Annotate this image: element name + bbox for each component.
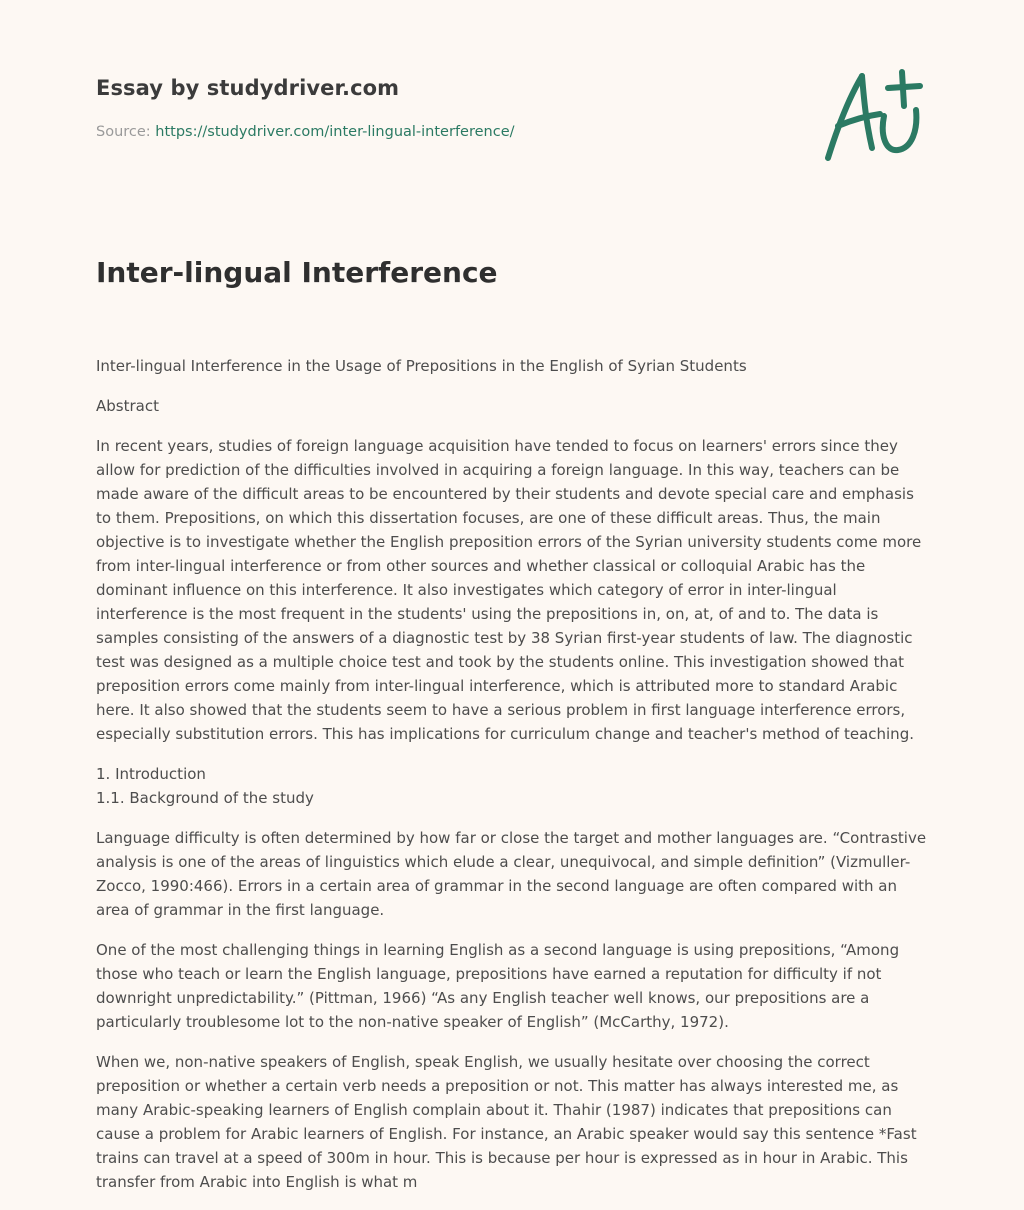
introduction-headings (96, 762, 932, 810)
source-link[interactable]: https://studydriver.com/inter-lingual-interference/ (155, 124, 515, 140)
body-paragraph: One of the most challenging things in learning English as a second language is using prepositions, “Among those who teach or learn the English language, prepositions have earned a reputation for difficulty if not downright unpredictability.” (Pittman, 1966) “As any English teacher well knows, our prepositions are a particularly troublesome lot to the non-native speaker of English” (McCarthy, 1972). (96, 941, 900, 1031)
source-line (96, 124, 515, 140)
document-subtitle: Inter-lingual Interference in the Usage of Prepositions in the English of Syrian Students (96, 357, 747, 375)
body-paragraph: When we, non-native speakers of English, speak English, we usually hesitate over choosing the correct preposition or whether a certain verb needs a preposition or not. This matter has always interested me, as many Arabic-speaking learners of English complain about it. Thahir (1987) indicates that prepositions can cause a problem for Arabic learners of English. For instance, an Arabic speaker would say this sentence *Fast trains can travel at a speed of 300m in hour. This is because per hour is expressed as in hour in Arabic. This transfer from Arabic into English is what m (96, 1053, 917, 1191)
body-paragraph: Language difficulty is often determined by how far or close the target and mother languages are. “Contrastive analysis is one of the areas of linguistics which elude a clear, unequivocal, and simple definition” (Vizmuller-Zocco, 1990:466). Errors in a certain area of grammar in the second language are often compared with an area of grammar in the first language. (96, 829, 927, 919)
source-label: Source: (96, 124, 151, 140)
abstract-paragraph: In recent years, studies of foreign language acquisition have tended to focus on learners' errors since they allow for prediction of the difficulties involved in acquiring a foreign language. In this way, teachers can be made aware of the difficult areas to be encountered by their students and devote special care and emphasis to them. Prepositions, on which this dissertation focuses, are one of these difficult areas. Thus, the main objective is to investigate whether the English preposition errors of the Syrian university students come more from inter-lingual interference or from other sources and whether classical or colloquial Arabic has the dominant influence on this interference. It also investigates which category of error in inter-lingual interference is the most frequent in the students' using the prepositions in, on, at, of and to. The data is samples consisting of the answers of a diagnostic test by 38 Syrian first-year students of law. The diagnostic test was designed as a multiple choice test and took by the students online. This investigation showed that preposition errors come mainly from inter-lingual interference, which is attributed more to standard Arabic here. It also showed that the students seem to have a serious problem in first language interference errors, especially substitution errors. This has implications for curriculum change and teacher's method of teaching. (96, 437, 922, 743)
document-body (96, 354, 932, 1210)
document-title: Inter-lingual Interference (96, 256, 498, 289)
subsection-heading: 1.1. Background of the study (96, 789, 314, 807)
section-heading: 1. Introduction (96, 765, 206, 783)
abstract-heading: Abstract (96, 397, 159, 415)
brand-name: Essay by studydriver.com (96, 76, 400, 100)
a-plus-logo-icon (822, 66, 926, 166)
